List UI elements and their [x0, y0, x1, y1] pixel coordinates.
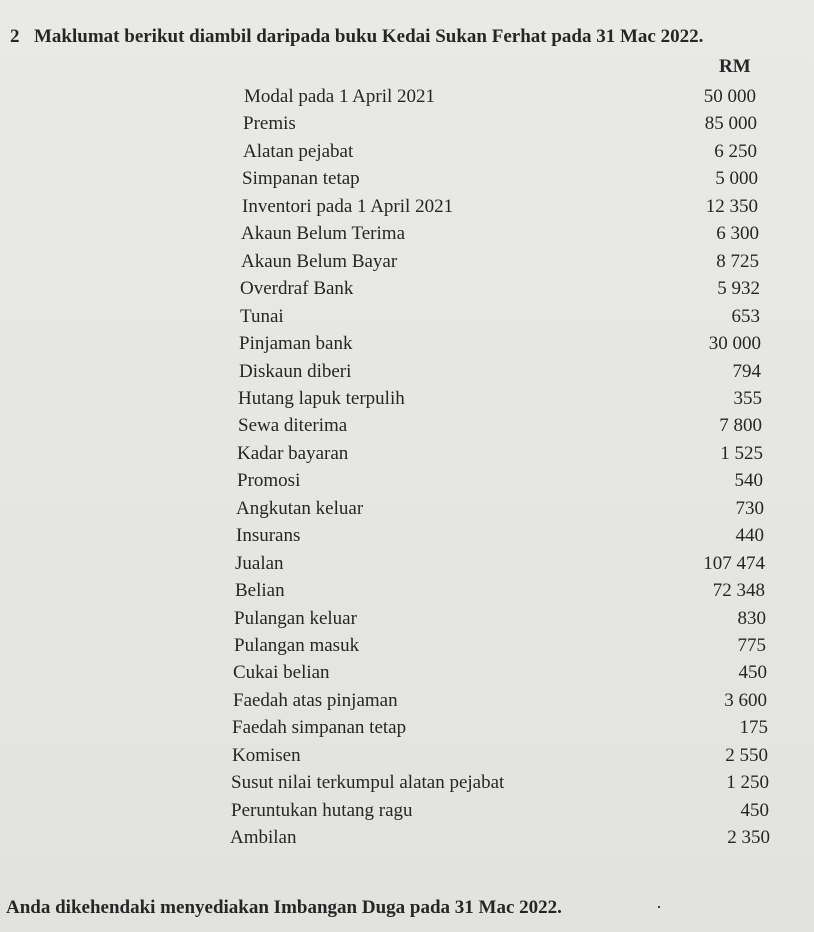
list-item: [243, 141, 757, 165]
list-item: [242, 196, 758, 220]
item-label: Overdraf Bank: [240, 278, 354, 299]
item-amount: 8 725: [716, 251, 759, 272]
item-label: Pulangan keluar: [234, 608, 357, 629]
item-label: Alatan pejabat: [243, 141, 354, 162]
list-item: [234, 635, 766, 659]
item-amount: 175: [739, 717, 768, 738]
list-item: [231, 772, 769, 796]
item-label: Modal pada 1 April 2021: [244, 86, 436, 107]
list-item: [240, 278, 760, 302]
item-label: Premis: [243, 113, 296, 134]
item-label: Tunai: [240, 306, 284, 327]
item-label: Promosi: [237, 470, 301, 491]
list-item: [238, 388, 762, 412]
list-item: [233, 662, 767, 686]
question-instruction: Anda dikehendaki menyediakan Imbangan Duga pada 31 Mac 2022.: [6, 897, 562, 918]
item-label: Ambilan: [230, 827, 297, 848]
item-label: Diskaun diberi: [239, 361, 352, 382]
item-label: Faedah simpanan tetap: [232, 717, 407, 738]
item-label: Susut nilai terkumpul alatan pejabat: [231, 772, 505, 793]
item-label: Pulangan masuk: [234, 635, 360, 656]
item-label: Faedah atas pinjaman: [233, 690, 398, 711]
item-label: Inventori pada 1 April 2021: [242, 196, 454, 217]
list-item: [237, 443, 763, 467]
item-amount: 107 474: [703, 553, 765, 574]
item-amount: 6 250: [714, 141, 757, 162]
list-item: [236, 498, 764, 522]
list-item: [244, 86, 756, 110]
question-number: 2: [10, 26, 20, 47]
list-item: [241, 251, 759, 275]
list-item: [236, 525, 764, 549]
item-amount: 794: [732, 361, 761, 382]
currency-column-header: RM: [719, 56, 751, 77]
item-amount: 540: [734, 470, 763, 491]
item-label: Angkutan keluar: [236, 498, 364, 519]
list-item: [235, 553, 765, 577]
item-amount: 7 800: [719, 415, 762, 436]
item-amount: 12 350: [705, 196, 758, 217]
list-item: [238, 415, 762, 439]
item-amount: 1 250: [726, 772, 769, 793]
item-amount: 2 350: [727, 827, 770, 848]
item-amount: 85 000: [704, 113, 757, 134]
item-amount: 3 600: [724, 690, 767, 711]
list-item: [231, 800, 769, 824]
list-item: [232, 717, 768, 741]
list-item: [239, 361, 761, 385]
item-amount: 1 525: [720, 443, 763, 464]
item-label: Insurans: [236, 525, 301, 546]
item-label: Akaun Belum Terima: [241, 223, 406, 244]
item-label: Hutang lapuk terpulih: [238, 388, 405, 409]
list-item: [243, 113, 757, 137]
item-amount: 5 000: [715, 168, 758, 189]
item-amount: 2 550: [725, 745, 768, 766]
item-amount: 450: [738, 662, 767, 683]
item-amount: 50 000: [703, 86, 756, 107]
item-amount: 775: [737, 635, 766, 656]
item-label: Kadar bayaran: [237, 443, 349, 464]
item-amount: 355: [733, 388, 762, 409]
item-amount: 830: [737, 608, 766, 629]
list-item: [240, 306, 760, 330]
list-item: [242, 168, 758, 192]
list-item: [230, 827, 770, 851]
item-amount: 30 000: [708, 333, 761, 354]
list-item: [234, 608, 766, 632]
item-label: Simpanan tetap: [242, 168, 360, 189]
list-item: [241, 223, 759, 247]
item-label: Cukai belian: [233, 662, 330, 683]
list-item: [237, 470, 763, 494]
item-label: Sewa diterima: [238, 415, 348, 436]
item-label: Akaun Belum Bayar: [241, 251, 398, 272]
item-label: Jualan: [235, 553, 284, 574]
item-label: Komisen: [232, 745, 301, 766]
question-intro: Maklumat berikut diambil daripada buku Kedai Sukan Ferhat pada 31 Mac 2022.: [34, 26, 704, 47]
item-label: Pinjaman bank: [239, 333, 353, 354]
list-item: [233, 690, 767, 714]
item-amount: 653: [731, 306, 760, 327]
list-item: [232, 745, 768, 769]
item-amount: 6 300: [716, 223, 759, 244]
list-item: [235, 580, 765, 604]
item-amount: 72 348: [712, 580, 765, 601]
item-label: Peruntukan hutang ragu: [231, 800, 413, 821]
list-item: [239, 333, 761, 357]
item-amount: 5 932: [717, 278, 760, 299]
item-label: Belian: [235, 580, 285, 601]
paper-speck: [658, 906, 660, 908]
item-amount: 450: [740, 800, 769, 821]
item-amount: 730: [735, 498, 764, 519]
item-amount: 440: [735, 525, 764, 546]
